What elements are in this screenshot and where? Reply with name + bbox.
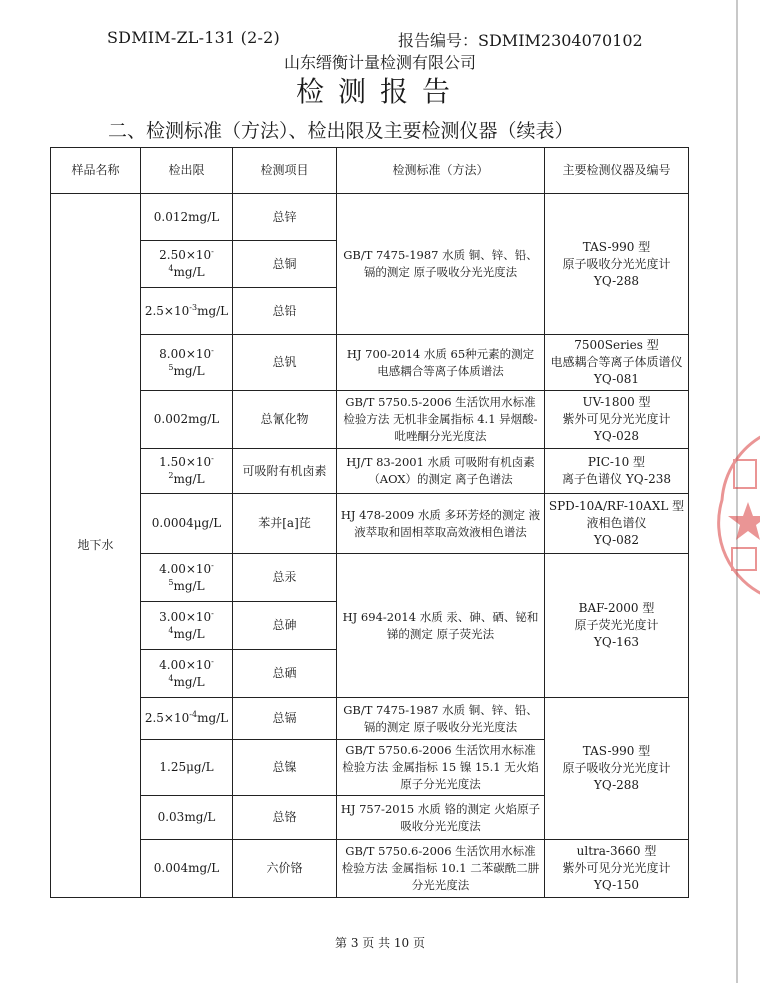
limit-cell: 1.25μg/L (141, 740, 233, 796)
item-cell: 总汞 (233, 554, 337, 602)
item-cell: 总砷 (233, 602, 337, 650)
limit-cell: 0.0004μg/L (141, 494, 233, 554)
limit-cell: 0.03mg/L (141, 796, 233, 840)
item-cell: 六价铬 (233, 840, 337, 898)
report-number-label: 报告编号： (398, 31, 479, 50)
standard-cell: GB/T 5750.6-2006 生活饮用水标准检验方法 金属指标 15 镍 15.1 无火焰原子分光光度法 (337, 740, 545, 796)
standard-cell: GB/T 7475-1987 水质 铜、锌、铅、镉的测定 原子吸收分光光度法 (337, 698, 545, 740)
limit-cell: $8.00\times 10^{-5}mg/L$ (141, 335, 233, 391)
standard-cell: HJ 757-2015 水质 铬的测定 火焰原子吸收分光光度法 (337, 796, 545, 840)
col-header-sample: 样品名称 (51, 148, 141, 194)
standard-cell: HJ/T 83-2001 水质 可吸附有机卤素（AOX）的测定 离子色谱法 (337, 449, 545, 494)
limit-cell: $4.00\times 10^{-4}mg/L$ (141, 650, 233, 698)
instrument-cell: TAS-990 型 原子吸收分光光度计 YQ-288 (545, 698, 689, 840)
table-row (51, 194, 689, 241)
table-row (51, 698, 689, 740)
col-header-instrument: 主要检测仪器及编号 (545, 148, 689, 194)
item-cell: 总氰化物 (233, 391, 337, 449)
item-cell: 可吸附有机卤素 (233, 449, 337, 494)
table-header-row (51, 148, 689, 194)
limit-cell: $4.00\times 10^{-5}mg/L$ (141, 554, 233, 602)
instrument-cell: PIC-10 型 离子色谱仪 YQ-238 (545, 449, 689, 494)
table-row (51, 335, 689, 391)
test-methods-table (50, 147, 689, 898)
standard-cell: GB/T 5750.5-2006 生活饮用水标准检验方法 无机非金属指标 4.1 异烟酸-吡唑酮分光光度法 (337, 391, 545, 449)
standard-cell: HJ 478-2009 水质 多环芳烃的测定 液液萃取和固相萃取高效液相色谱法 (337, 494, 545, 554)
instrument-cell: TAS-990 型 原子吸收分光光度计 YQ-288 (545, 194, 689, 335)
official-seal-fragment (714, 430, 760, 600)
section-heading: 二、检测标准（方法）、检出限及主要检测仪器（续表） (108, 120, 574, 142)
table-row (51, 494, 689, 554)
instrument-cell: 7500Series 型 电感耦合等离子体质谱仪 YQ-081 (545, 335, 689, 391)
report-number (398, 28, 643, 51)
company-name: 山东缙衡计量检测有限公司 (283, 53, 476, 72)
limit-cell: 0.004mg/L (141, 840, 233, 898)
item-cell: 总硒 (233, 650, 337, 698)
page-number: 第 3 页 共 10 页 (335, 936, 425, 950)
report-title: 检测报告 (295, 75, 464, 108)
table-row (51, 449, 689, 494)
limit-cell: $3.00\times 10^{-4}mg/L$ (141, 602, 233, 650)
limit-cell: $2.5\times 10^{-4}mg/L$ (141, 698, 233, 740)
limit-cell: $2.5\times 10^{-3}mg/L$ (141, 288, 233, 335)
table-row (51, 391, 689, 449)
document-code: SDMIM-ZL-131 (2-2) (107, 28, 280, 47)
standard-cell: HJ 694-2014 水质 汞、砷、硒、铋和锑的测定 原子荧光法 (337, 554, 545, 698)
limit-cell: 0.012mg/L (141, 194, 233, 241)
standard-cell: GB/T 7475-1987 水质 铜、锌、铅、镉的测定 原子吸收分光光度法 (337, 194, 545, 335)
item-cell: 总锌 (233, 194, 337, 241)
item-cell: 总铬 (233, 796, 337, 840)
standard-cell: HJ 700-2014 水质 65种元素的测定 电感耦合等离子体质谱法 (337, 335, 545, 391)
limit-cell: $2.50\times 10^{-4}mg/L$ (141, 241, 233, 288)
standard-cell: GB/T 5750.6-2006 生活饮用水标准检验方法 金属指标 10.1 二苯碳酰二肼分光光度法 (337, 840, 545, 898)
limit-cell: 0.002mg/L (141, 391, 233, 449)
instrument-cell: BAF-2000 型 原子荧光光度计 YQ-163 (545, 554, 689, 698)
instrument-cell: UV-1800 型 紫外可见分光光度计 YQ-028 (545, 391, 689, 449)
col-header-item: 检测项目 (233, 148, 337, 194)
table-row (51, 554, 689, 602)
item-cell: 总镉 (233, 698, 337, 740)
item-cell: 总铅 (233, 288, 337, 335)
col-header-standard: 检测标准（方法） (337, 148, 545, 194)
report-number-value: SDMIM2304070102 (478, 31, 643, 50)
item-cell: 苯并[a]芘 (233, 494, 337, 554)
sample-name-cell: 地下水 (51, 194, 141, 898)
limit-cell: $1.50\times 10^{-2}mg/L$ (141, 449, 233, 494)
col-header-limit: 检出限 (141, 148, 233, 194)
item-cell: 总镍 (233, 740, 337, 796)
instrument-cell: ultra-3660 型 紫外可见分光光度计 YQ-150 (545, 840, 689, 898)
item-cell: 总钒 (233, 335, 337, 391)
instrument-cell: SPD-10A/RF-10AXL 型 液相色谱仪 YQ-082 (545, 494, 689, 554)
table-row (51, 840, 689, 898)
item-cell: 总铜 (233, 241, 337, 288)
